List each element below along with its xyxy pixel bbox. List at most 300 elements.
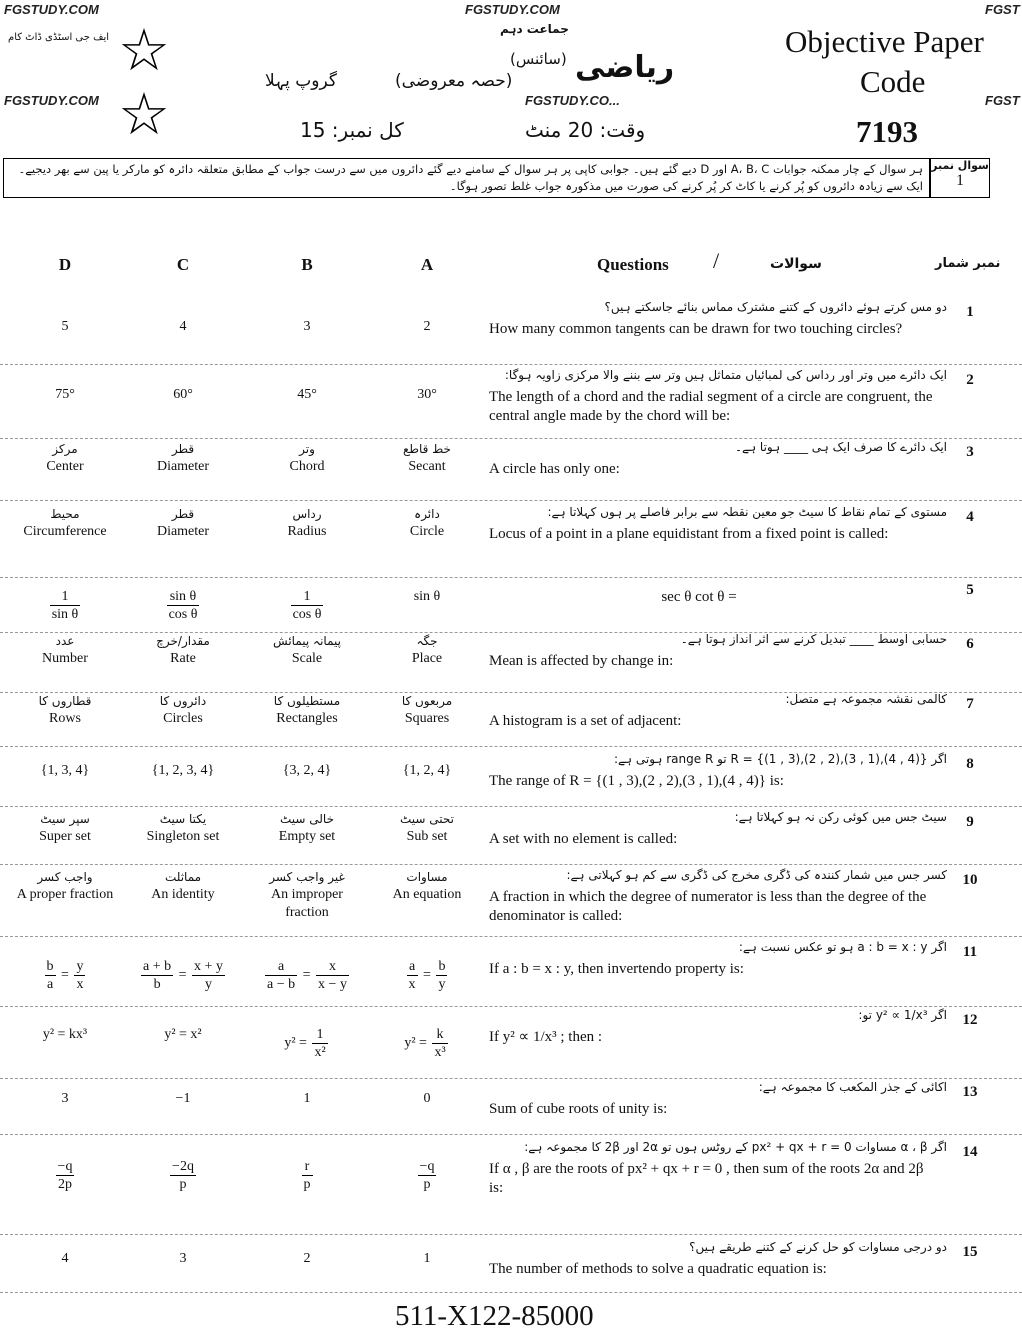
option-d — [6, 318, 124, 336]
question-text-urdu: اگر a : b = x : y ہو تو عکس نسبت ہے: — [738, 940, 947, 954]
option-value — [124, 710, 242, 728]
option-text: 5 — [61, 319, 69, 334]
fraction — [265, 958, 297, 993]
watermark: FGSTUDY.CO... — [525, 93, 620, 108]
option-value — [248, 318, 366, 336]
question-text-english: Sum of cube roots of unity is: — [489, 1101, 668, 1117]
option-text: y² = x² — [164, 1027, 202, 1042]
numerator: b — [438, 959, 446, 974]
fraction — [50, 588, 81, 623]
option-b — [248, 588, 366, 623]
column-a-header: A — [420, 255, 434, 274]
option-text: Circles — [163, 711, 203, 726]
question-text-urdu: کسر جس میں شمار کنندہ کی ڈگری مخرج کی ڈگری سے کم ہو کہلاتی ہے: — [566, 868, 947, 882]
option-text: Super set — [39, 829, 91, 844]
option-b — [248, 318, 366, 336]
footer-code: 511-X122-85000 — [395, 1300, 594, 1332]
row-divider — [0, 364, 1022, 365]
row-divider — [0, 746, 1022, 747]
option-c — [124, 692, 242, 728]
option-value — [124, 1090, 242, 1108]
option-a — [368, 505, 486, 541]
fraction — [167, 588, 200, 623]
option-text: Diameter — [156, 524, 210, 539]
option-value — [124, 1250, 242, 1268]
watermark: FGSTUDY.COM — [4, 93, 99, 108]
option-value — [6, 458, 124, 476]
question-text-english: The number of methods to solve a quadratic equation is: — [489, 1261, 827, 1277]
row-divider — [0, 864, 1022, 865]
option-a — [368, 958, 486, 993]
numerator: k — [432, 1026, 447, 1044]
option-a — [368, 1250, 486, 1268]
option-b — [248, 1158, 366, 1193]
question-text-english: The length of a chord and the radial segment of a circle are congruent, the central angle made by the chord will be: — [489, 389, 933, 424]
question-text-english: A histogram is a set of adjacent: — [489, 713, 682, 729]
option-c — [124, 1090, 242, 1108]
option-d — [6, 958, 124, 993]
option-value — [248, 886, 366, 922]
option-value — [248, 710, 366, 728]
numerator: 1 — [312, 1026, 327, 1044]
option-text: 60° — [173, 387, 193, 402]
option-value — [6, 762, 124, 780]
question-text-english: If α , β are the roots of px² + qx + r = 0 , then sum of the roots 2α and 2β is: — [489, 1161, 924, 1196]
option-value — [248, 458, 366, 476]
option-text: {1, 2, 3, 4} — [151, 763, 215, 778]
option-c — [124, 810, 242, 846]
question-number: 6 — [966, 636, 974, 652]
denominator: p — [179, 1177, 187, 1192]
option-value — [368, 1026, 486, 1061]
table-row — [0, 868, 1022, 934]
option-text: Chord — [289, 459, 325, 474]
table-row — [0, 940, 1022, 1004]
option-text: 30° — [417, 387, 437, 402]
option-value — [248, 958, 366, 993]
option-urdu-label: قطاروں کا — [38, 694, 92, 708]
option-text: {1, 3, 4} — [40, 763, 90, 778]
question-text-english: A fraction in which the degree of numerator is less than the degree of the denominator is called: — [489, 889, 927, 924]
fraction — [418, 1158, 437, 1193]
question-number: 10 — [962, 872, 978, 888]
option-text: {3, 2, 4} — [282, 763, 332, 778]
option-value — [248, 1090, 366, 1108]
option-text: {1, 2, 4} — [402, 763, 452, 778]
option-value — [124, 386, 242, 404]
fraction — [407, 958, 418, 993]
option-a — [368, 1090, 486, 1108]
option-b — [248, 440, 366, 476]
option-text: Secant — [408, 459, 446, 474]
option-value — [368, 318, 486, 336]
option-d — [6, 1158, 124, 1193]
option-value — [368, 1158, 486, 1193]
option-urdu-label: مماثلت — [164, 870, 202, 884]
table-row — [0, 1080, 1022, 1132]
option-a — [368, 868, 486, 904]
option-value — [368, 1090, 486, 1108]
option-value — [124, 1026, 242, 1044]
option-urdu-label: دائرہ — [414, 507, 440, 521]
instructions-box — [3, 158, 930, 198]
option-value — [6, 386, 124, 404]
fraction — [302, 1158, 313, 1193]
option-text: Empty set — [278, 829, 336, 844]
option-urdu-label: جگہ — [416, 634, 438, 648]
option-urdu-label: واجب کسر — [37, 870, 93, 884]
option-text: An identity — [151, 887, 215, 902]
option-text: 2 — [303, 1251, 311, 1266]
questions-header-urdu: سوالات — [770, 256, 822, 272]
option-text: 3 — [303, 319, 311, 334]
question-number: 4 — [966, 509, 974, 525]
option-a — [368, 1158, 486, 1193]
option-text: Rate — [170, 651, 196, 666]
subject-title: ریاضی — [575, 50, 675, 85]
option-c — [124, 762, 242, 780]
option-urdu-label: مساوات — [406, 870, 448, 884]
option-value — [124, 762, 242, 780]
option-text: Scale — [291, 651, 323, 666]
question-number: 7 — [966, 696, 974, 712]
option-value — [6, 958, 124, 993]
table-row — [0, 1140, 1022, 1232]
question-text-urdu: سیٹ جس میں کوئی رکن نہ ہو کہلاتا ہے: — [734, 810, 947, 824]
class-label: جماعت دہم — [500, 22, 569, 36]
total-marks: کل نمبر: 15 — [300, 118, 404, 142]
row-divider — [0, 1292, 1022, 1293]
option-value — [248, 1026, 366, 1061]
option-c — [124, 1026, 242, 1044]
row-divider — [0, 1134, 1022, 1135]
group-label: گروپ پہلا — [265, 71, 337, 91]
option-text: Squares — [404, 711, 450, 726]
option-value — [368, 650, 486, 668]
fraction — [74, 958, 85, 993]
question-number: 13 — [962, 1084, 978, 1100]
option-value — [368, 523, 486, 541]
denominator: y — [205, 977, 212, 992]
urdu-watermark: ایف جی اسٹڈی ڈاٹ کام — [8, 32, 110, 43]
table-row — [0, 810, 1022, 862]
row-divider — [0, 1078, 1022, 1079]
option-urdu-label: خالی سیٹ — [279, 812, 334, 826]
denominator: y — [438, 977, 446, 992]
option-text: Rectangles — [276, 711, 338, 726]
watermark: FGST — [985, 2, 1020, 17]
row-divider — [0, 1234, 1022, 1235]
option-c — [124, 1250, 242, 1268]
option-text: 4 — [179, 319, 187, 334]
question-text-urdu: اگر α ، β مساوات px² + qx + r = 0 کے روٹس ہوں تو 2α اور 2β کا مجموعہ ہے: — [524, 1140, 947, 1154]
numerator: −2q — [172, 1159, 194, 1174]
option-text: y² = — [404, 1035, 431, 1051]
table-row — [0, 440, 1022, 498]
denominator: 2p — [58, 1177, 72, 1192]
option-value — [6, 1090, 124, 1108]
table-row — [0, 368, 1022, 436]
option-text: Rows — [49, 711, 81, 726]
numerator: 1 — [291, 588, 324, 606]
numerator: sin θ — [167, 588, 200, 606]
numerator: −q — [57, 1159, 73, 1174]
table-row — [0, 505, 1022, 575]
option-c — [124, 588, 242, 623]
numerator: 1 — [50, 588, 81, 606]
option-c — [124, 440, 242, 476]
option-text: = — [57, 967, 73, 983]
option-a — [368, 692, 486, 728]
option-urdu-label: رداس — [292, 507, 322, 521]
option-urdu-label: محیط — [50, 507, 80, 521]
denominator: cos θ — [292, 607, 322, 622]
option-text: 3 — [61, 1091, 69, 1106]
table-row — [0, 578, 1022, 630]
option-text: Place — [411, 651, 443, 666]
option-urdu-label: خط قاطع — [403, 442, 451, 456]
option-d — [6, 1090, 124, 1108]
option-value — [248, 523, 366, 541]
watermark: FGST — [985, 93, 1020, 108]
option-text: 3 — [179, 1251, 187, 1266]
option-text: 0 — [423, 1091, 431, 1106]
option-text: Diameter — [156, 459, 210, 474]
option-urdu-label: مرکز — [52, 442, 78, 456]
option-value — [248, 650, 366, 668]
question-number: 2 — [966, 372, 974, 388]
numerator: a — [407, 958, 418, 976]
option-d — [6, 810, 124, 846]
question-number: 9 — [966, 814, 974, 830]
option-urdu-label: پیمانہ پیمائش — [273, 634, 341, 648]
option-value — [368, 958, 486, 993]
option-b — [248, 505, 366, 541]
option-b — [248, 868, 366, 922]
option-text: 1 — [303, 1091, 311, 1106]
option-c — [124, 318, 242, 336]
numerator: x + y — [194, 959, 223, 974]
row-divider — [0, 806, 1022, 807]
option-d — [6, 868, 124, 904]
question-number: 8 — [966, 756, 974, 772]
row-divider — [0, 936, 1022, 937]
option-b — [248, 958, 366, 993]
serial-number-header: نمبر شمار — [935, 256, 1001, 271]
question-text-english: If a : b = x : y, then invertendo property is: — [489, 961, 744, 977]
fraction — [312, 1026, 327, 1061]
option-text: = — [175, 967, 191, 983]
option-c — [124, 1158, 242, 1193]
option-urdu-label: مقدار/خرچ — [156, 634, 210, 648]
option-text: y² = kx³ — [42, 1027, 88, 1042]
option-text: An improper fraction — [271, 887, 343, 920]
option-d — [6, 692, 124, 728]
code-label: Code — [860, 64, 926, 99]
row-divider — [0, 438, 1022, 439]
option-urdu-label: مستطیلوں کا — [273, 694, 341, 708]
question-text-english: Locus of a point in a plane equidistant from a fixed point is called: — [489, 526, 889, 542]
option-value — [124, 458, 242, 476]
fraction — [170, 1158, 196, 1193]
option-value — [6, 886, 124, 904]
option-text: 45° — [297, 387, 317, 402]
fraction — [436, 958, 447, 993]
numerator: a — [265, 958, 297, 976]
denominator: x² — [314, 1045, 326, 1060]
option-b — [248, 692, 366, 728]
option-a — [368, 318, 486, 336]
denominator: x — [76, 977, 84, 992]
option-value — [124, 523, 242, 541]
option-urdu-label: وتر — [299, 442, 315, 456]
question-number: 3 — [966, 444, 974, 460]
question-text-urdu: مستوی کے تمام نقاط کا سیٹ جو معین نقطہ سے برابر فاصلے پر ہوں کہلاتا ہے: — [547, 505, 947, 519]
denominator: sin θ — [51, 607, 79, 622]
option-value — [6, 523, 124, 541]
option-b — [248, 1250, 366, 1268]
option-value — [248, 588, 366, 623]
option-value — [6, 710, 124, 728]
option-text: 2 — [423, 319, 431, 334]
option-c — [124, 868, 242, 904]
question-text-english: The range of R = {(1 , 3),(2 , 2),(3 , 1),(4 , 4)} is: — [489, 773, 784, 789]
option-text: = — [419, 967, 435, 983]
table-row — [0, 300, 1022, 362]
option-urdu-label: قطر — [171, 442, 195, 456]
question-text-urdu: اکائی کے جذر المکعب کا مجموعہ ہے: — [758, 1080, 947, 1094]
option-value — [368, 1250, 486, 1268]
option-text: Circumference — [23, 524, 107, 539]
numerator: −q — [419, 1159, 435, 1174]
question-text-english: A circle has only one: — [489, 461, 620, 477]
option-value — [368, 386, 486, 404]
question-text-urdu: اگر R = {(1 , 3),(2 , 2),(3 , 1),(4 , 4)} تو range R ہوتی ہے: — [613, 752, 947, 766]
option-a — [368, 810, 486, 846]
denominator: a — [46, 977, 54, 992]
option-value — [248, 1158, 366, 1193]
question-number-box — [930, 158, 990, 198]
option-value — [124, 318, 242, 336]
star-icon: ☆ — [118, 82, 170, 147]
option-value — [248, 386, 366, 404]
table-row — [0, 1240, 1022, 1290]
table-row — [0, 692, 1022, 744]
option-a — [368, 632, 486, 668]
option-value — [124, 958, 242, 993]
column-b-header: B — [301, 255, 313, 274]
header-separator: / — [713, 248, 720, 273]
option-d — [6, 632, 124, 668]
table-row — [0, 752, 1022, 804]
option-urdu-label: عدد — [55, 634, 75, 648]
option-a — [368, 1026, 486, 1061]
option-text: Circle — [409, 524, 445, 539]
numerator: a + b — [143, 959, 172, 974]
numerator: x — [316, 958, 349, 976]
subject-stream: (سائنس) — [510, 50, 567, 68]
option-text: A proper fraction — [16, 887, 114, 902]
option-d — [6, 440, 124, 476]
question-text-english: A set with no element is called: — [489, 831, 678, 847]
option-value — [6, 828, 124, 846]
option-value — [6, 1250, 124, 1268]
option-d — [6, 762, 124, 780]
option-value — [248, 828, 366, 846]
option-a — [368, 386, 486, 404]
option-d — [6, 1026, 124, 1044]
denominator: b — [153, 977, 161, 992]
option-d — [6, 505, 124, 541]
option-b — [248, 1026, 366, 1061]
option-c — [124, 632, 242, 668]
option-text: Radius — [287, 524, 327, 539]
question-text-urdu: کالمی نقشہ مجموعہ ہے متصل: — [785, 692, 947, 706]
fraction — [192, 958, 225, 993]
option-value — [124, 886, 242, 904]
option-text: 4 — [61, 1251, 69, 1266]
column-c-header: C — [176, 255, 190, 274]
option-c — [124, 958, 242, 993]
option-c — [124, 505, 242, 541]
question-number: 15 — [962, 1244, 978, 1260]
question-text-english: How many common tangents can be drawn for two touching circles? — [489, 321, 903, 337]
option-text: Singleton set — [146, 829, 220, 844]
option-text: An equation — [392, 887, 462, 902]
denominator: a − b — [267, 977, 296, 992]
fraction — [316, 958, 349, 993]
question-text-english: If y² ∝ 1/x³ ; then : — [489, 1029, 603, 1045]
question-number: 1 — [966, 304, 974, 320]
paper-type: Objective Paper — [785, 24, 984, 59]
option-value — [368, 886, 486, 904]
questions-header: Questions — [597, 255, 669, 274]
option-text: Number — [42, 651, 88, 666]
question-text-english: Mean is affected by change in: — [489, 653, 674, 669]
paper-part: (حصہ معروضی) — [395, 71, 513, 91]
instructions-text: ہر سوال کے چار ممکنہ جوابات A، B، C اور D دیے گئے ہیں۔ جوابی کاپی پر ہر سوال کے سامنے دیے گئے دائروں میں سے درست جواب کے مطابق متعلقہ دائرہ کو مارکر یا پین سے بھر دیجیے۔ ایک سے زیادہ دائروں کو پُر کرنے یا کاٹ کر پُر کرنے کی صورت میں مذکورہ جواب غلط تصور ہوگا۔ — [18, 162, 923, 193]
paper-code: 7193 — [856, 114, 918, 149]
option-value — [368, 762, 486, 780]
option-value — [124, 650, 242, 668]
table-row — [0, 1008, 1022, 1076]
option-text: 1 — [423, 1251, 431, 1266]
row-divider — [0, 1006, 1022, 1007]
option-a — [368, 440, 486, 476]
option-a — [368, 762, 486, 780]
option-b — [248, 386, 366, 404]
option-value — [6, 318, 124, 336]
option-value — [6, 650, 124, 668]
option-urdu-label: غیر واجب کسر — [269, 870, 345, 884]
watermark: FGSTUDY.COM — [4, 2, 99, 17]
option-text: y² = — [284, 1035, 311, 1051]
option-text: Center — [46, 459, 84, 474]
option-text: Sub set — [406, 829, 448, 844]
option-urdu-label: دائروں کا — [159, 694, 207, 708]
option-a — [368, 588, 486, 606]
option-urdu-label: مربعوں کا — [401, 694, 453, 708]
option-text: −1 — [175, 1091, 191, 1106]
option-urdu-label: تحتی سیٹ — [400, 812, 454, 826]
option-value — [6, 588, 124, 623]
option-value — [368, 588, 486, 606]
option-urdu-label: قطر — [171, 507, 195, 521]
denominator: p — [303, 1177, 311, 1192]
fraction — [291, 588, 324, 623]
option-text: = — [299, 967, 315, 983]
denominator: p — [423, 1177, 431, 1192]
